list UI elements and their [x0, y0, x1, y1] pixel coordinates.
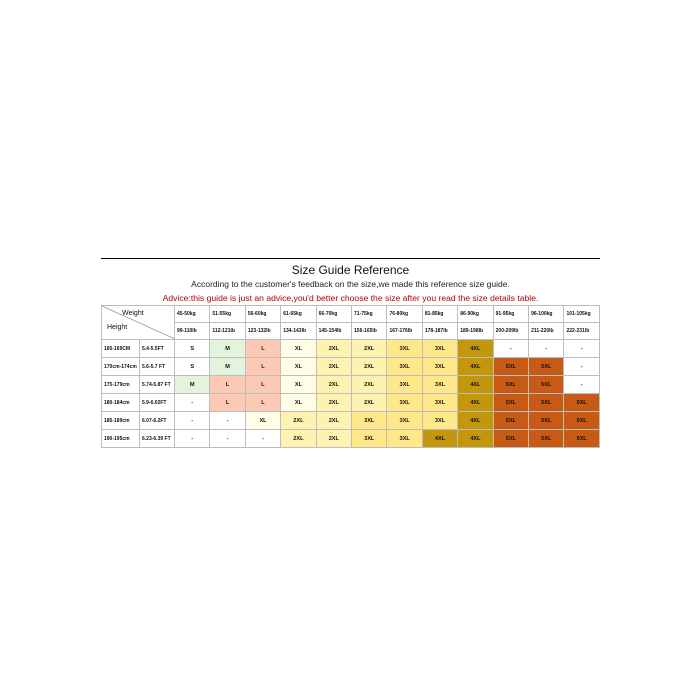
size-cell: S — [175, 358, 210, 376]
weight-lb: 156-165lb — [352, 323, 387, 340]
size-cell: 2XL — [281, 430, 316, 448]
size-cell: - — [175, 412, 210, 430]
weight-kg: 86-90kg — [458, 306, 493, 323]
weight-lb: 99-110lb — [175, 323, 210, 340]
height-label: Height — [107, 324, 128, 331]
size-cell: M — [210, 358, 245, 376]
size-cell: XL — [281, 358, 316, 376]
size-cell: - — [175, 430, 210, 448]
weight-kg: 101-105kg — [564, 306, 600, 323]
size-cell: 2XL — [316, 394, 351, 412]
size-guide — [101, 258, 600, 448]
weight-lb: 145-154lb — [316, 323, 351, 340]
table-row — [102, 430, 600, 448]
size-cell: 2XL — [316, 340, 351, 358]
size-cell: 3XL — [422, 412, 457, 430]
table-row — [102, 358, 600, 376]
weight-lb: 123-132lb — [245, 323, 280, 340]
size-cell: 5XL — [493, 376, 528, 394]
size-cell: 3XL — [387, 394, 422, 412]
guide-advice: Advice:this guide is just an advice,you'd better choose the size after you read the size details table. — [162, 293, 539, 303]
size-cell: 5XL — [493, 358, 528, 376]
size-cell: - — [564, 376, 600, 394]
size-cell: L — [245, 376, 280, 394]
weight-kg: 96-100kg — [529, 306, 564, 323]
size-cell: L — [245, 358, 280, 376]
size-cell: XL — [281, 376, 316, 394]
weight-kg: 66-70kg — [316, 306, 351, 323]
size-cell: S — [175, 340, 210, 358]
size-cell: 5XL — [529, 430, 564, 448]
height-ft: 5.4-5.5FT — [140, 340, 175, 358]
size-cell: 4XL — [458, 340, 493, 358]
size-cell: - — [245, 430, 280, 448]
size-cell: 3XL — [387, 358, 422, 376]
weight-kg: 61-65kg — [281, 306, 316, 323]
weight-lb: 211-220lb — [529, 323, 564, 340]
size-cell: 2XL — [316, 430, 351, 448]
size-cell: 5XL — [529, 376, 564, 394]
height-ft: 6.23-6.39 FT — [140, 430, 175, 448]
size-cell: - — [210, 412, 245, 430]
size-cell: 2XL — [352, 358, 387, 376]
weight-lb: 167-176lb — [387, 323, 422, 340]
size-cell: 5XL — [564, 412, 600, 430]
size-cell: 4XL — [458, 412, 493, 430]
size-cell: XL — [281, 340, 316, 358]
size-cell: M — [175, 376, 210, 394]
size-cell: 5XL — [529, 394, 564, 412]
size-cell: 3XL — [387, 340, 422, 358]
size-table — [101, 305, 600, 448]
size-cell: 2XL — [316, 358, 351, 376]
size-cell: - — [564, 358, 600, 376]
weight-kg-row — [102, 306, 600, 323]
guide-subtitle: According to the customer's feedback on the size,we made this reference size guide. — [191, 279, 510, 289]
table-row — [102, 394, 600, 412]
size-cell: 3XL — [387, 376, 422, 394]
size-cell: 2XL — [316, 412, 351, 430]
size-cell: L — [210, 376, 245, 394]
size-cell: 3XL — [352, 430, 387, 448]
size-cell: 5XL — [493, 412, 528, 430]
size-cell: M — [210, 340, 245, 358]
weight-kg: 91-95kg — [493, 306, 528, 323]
size-cell: 3XL — [422, 394, 457, 412]
weight-kg: 56-60kg — [245, 306, 280, 323]
height-cm: 175-179cm — [102, 376, 140, 394]
size-cell: 3XL — [422, 340, 457, 358]
weight-lb: 200-209lb — [493, 323, 528, 340]
size-cell: 3XL — [387, 412, 422, 430]
weight-kg: 71-75kg — [352, 306, 387, 323]
size-cell: 2XL — [316, 376, 351, 394]
height-cm: 190-195cm — [102, 430, 140, 448]
size-cell: 5XL — [493, 394, 528, 412]
size-cell: 4XL — [422, 430, 457, 448]
size-cell: 4XL — [458, 394, 493, 412]
size-cell: - — [564, 340, 600, 358]
size-cell: 4XL — [458, 376, 493, 394]
weight-kg: 76-80kg — [387, 306, 422, 323]
height-ft: 5.9-6.02FT — [140, 394, 175, 412]
size-table-body — [102, 340, 600, 448]
weight-label: Weight — [122, 310, 144, 317]
size-cell: L — [210, 394, 245, 412]
table-row — [102, 376, 600, 394]
weight-lb: 189-198lb — [458, 323, 493, 340]
weight-lb: 178-187lb — [422, 323, 457, 340]
size-cell: 3XL — [422, 358, 457, 376]
size-cell: L — [245, 394, 280, 412]
height-cm: 180-184cm — [102, 394, 140, 412]
size-cell: 5XL — [493, 430, 528, 448]
height-ft: 6.07-6.2FT — [140, 412, 175, 430]
size-cell: - — [529, 340, 564, 358]
size-cell: 3XL — [387, 430, 422, 448]
size-cell: XL — [281, 394, 316, 412]
size-cell: 4XL — [458, 430, 493, 448]
weight-kg: 45-50kg — [175, 306, 210, 323]
weight-lb: 222-231lb — [564, 323, 600, 340]
height-cm: 165-169CM — [102, 340, 140, 358]
size-cell: 2XL — [352, 340, 387, 358]
height-ft: 5.74-5.87 FT — [140, 376, 175, 394]
size-cell: 3XL — [352, 412, 387, 430]
guide-title: Size Guide Reference — [291, 263, 410, 277]
table-row — [102, 340, 600, 358]
size-cell: 2XL — [352, 394, 387, 412]
weight-lb-row — [102, 323, 600, 340]
size-cell: 5XL — [564, 394, 600, 412]
size-cell: 5XL — [529, 358, 564, 376]
height-cm: 185-189cm — [102, 412, 140, 430]
size-cell: 2XL — [281, 412, 316, 430]
size-cell: - — [175, 394, 210, 412]
weight-kg: 51-55kg — [210, 306, 245, 323]
corner-header — [102, 306, 175, 340]
weight-lb: 112-121lb — [210, 323, 245, 340]
size-cell: XL — [245, 412, 280, 430]
size-cell: 2XL — [352, 376, 387, 394]
size-cell: - — [210, 430, 245, 448]
height-ft: 5.6-5.7 FT — [140, 358, 175, 376]
height-cm: 170cm-174cm — [102, 358, 140, 376]
weight-kg: 81-85kg — [422, 306, 457, 323]
table-row — [102, 412, 600, 430]
size-cell: 5XL — [564, 430, 600, 448]
size-cell: - — [493, 340, 528, 358]
size-cell: 3XL — [422, 376, 457, 394]
weight-lb: 134-143lb — [281, 323, 316, 340]
size-cell: 4XL — [458, 358, 493, 376]
size-cell: L — [245, 340, 280, 358]
size-cell: 5XL — [529, 412, 564, 430]
